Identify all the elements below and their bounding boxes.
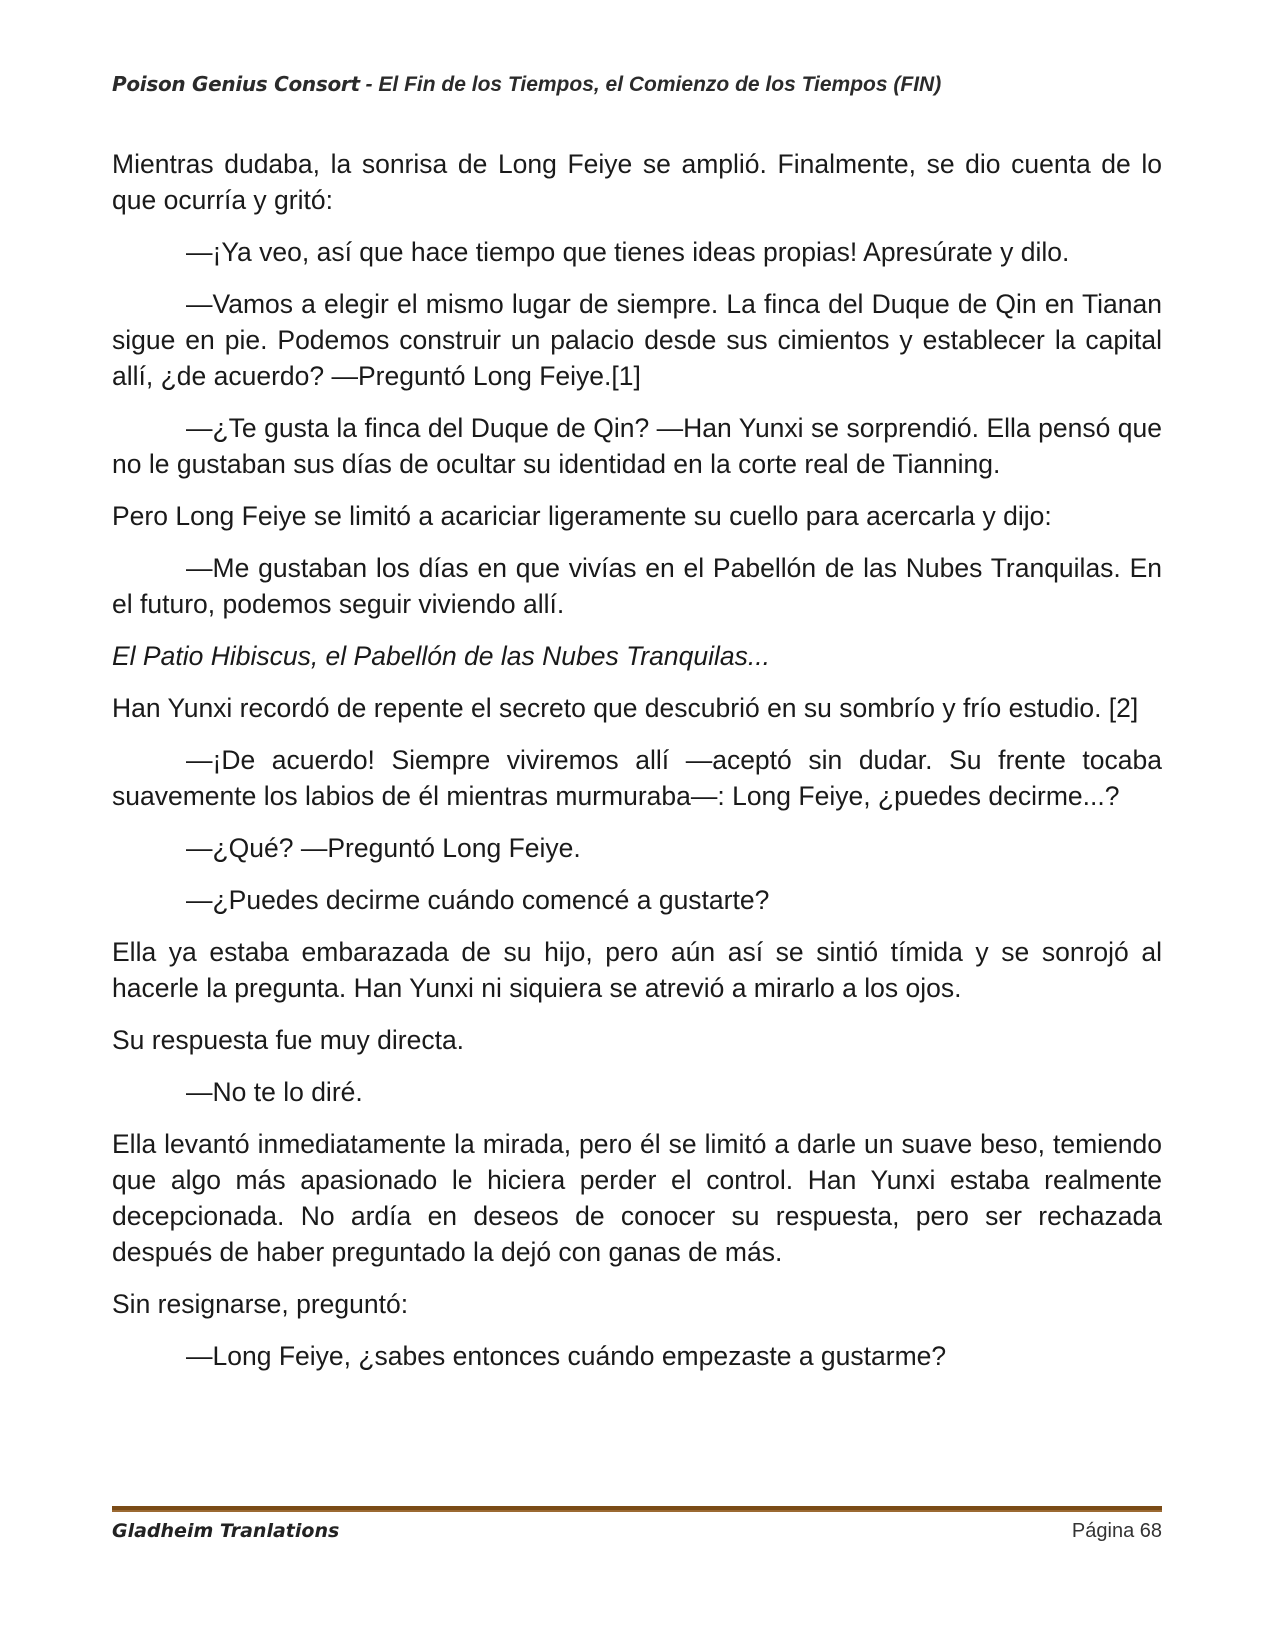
paragraph: —No te lo diré.	[186, 1077, 363, 1107]
header-chapter-title: El Fin de los Tiempos, el Comienzo de los Tiempos (FIN)	[378, 73, 942, 96]
paragraph: —Me gustaban los días en que vivías en el Pabellón de las Nubes Tranquilas. En el futuro, podemos seguir viviendo allí.	[112, 553, 1162, 619]
paragraph: Ella ya estaba embarazada de su hijo, pero aún así se sintió tímida y se sonrojó al hacerle la pregunta. Han Yunxi ni siquiera se atrevió a mirarlo a los ojos.	[112, 937, 1162, 1003]
footer-divider	[112, 1506, 1162, 1512]
header-separator: -	[359, 73, 379, 96]
paragraph: —¡De acuerdo! Siempre viviremos allí —aceptó sin dudar. Su frente tocaba suavemente los labios de él mientras murmuraba—: Long Feiye, ¿puedes decirme...?	[112, 745, 1162, 811]
footer-publisher: Gladheim Tranlations	[112, 1520, 340, 1542]
body-text	[112, 146, 1162, 1390]
paragraph: —Vamos a elegir el mismo lugar de siempre. La finca del Duque de Qin en Tianan sigue en pie. Podemos construir un palacio desde sus cimientos y establecer la capital allí, ¿de acuerdo? —Preguntó Long Feiye.[1]	[112, 289, 1162, 391]
paragraph: —Long Feiye, ¿sabes entonces cuándo empezaste a gustarme?	[186, 1341, 947, 1371]
paragraph: —¡Ya veo, así que hace tiempo que tienes ideas propias! Apresúrate y dilo.	[186, 237, 1070, 267]
paragraph: Ella levantó inmediatamente la mirada, pero él se limitó a darle un suave beso, temiendo que algo más apasionado le hiciera perder el control. Han Yunxi estaba realmente decepcionada. No ardía en deseos de conocer su respuesta, pero ser rechazada después de haber preguntado la dejó con ganas de más.	[112, 1129, 1162, 1267]
paragraph: —¿Qué? —Preguntó Long Feiye.	[186, 833, 581, 863]
header-series-title: Poison Genius Consort	[112, 72, 360, 96]
paragraph: Mientras dudaba, la sonrisa de Long Feiye se amplió. Finalmente, se dio cuenta de lo que ocurría y gritó:	[112, 149, 1162, 215]
paragraph: —¿Te gusta la finca del Duque de Qin? —Han Yunxi se sorprendió. Ella pensó que no le gustaban sus días de ocultar su identidad en la corte real de Tianning.	[112, 413, 1162, 479]
paragraph: Su respuesta fue muy directa.	[112, 1025, 465, 1055]
paragraph: Pero Long Feiye se limitó a acariciar ligeramente su cuello para acercarla y dijo:	[112, 501, 1052, 531]
paragraph: Sin resignarse, preguntó:	[112, 1289, 409, 1319]
footer-page-number: Página 68	[1071, 1520, 1162, 1542]
paragraph: —¿Puedes decirme cuándo comencé a gustarte?	[186, 885, 770, 915]
paragraph: El Patio Hibiscus, el Pabellón de las Nubes Tranquilas...	[112, 641, 770, 671]
page-header	[112, 72, 1162, 97]
paragraph: Han Yunxi recordó de repente el secreto que descubrió en su sombrío y frío estudio. [2]	[112, 693, 1139, 723]
